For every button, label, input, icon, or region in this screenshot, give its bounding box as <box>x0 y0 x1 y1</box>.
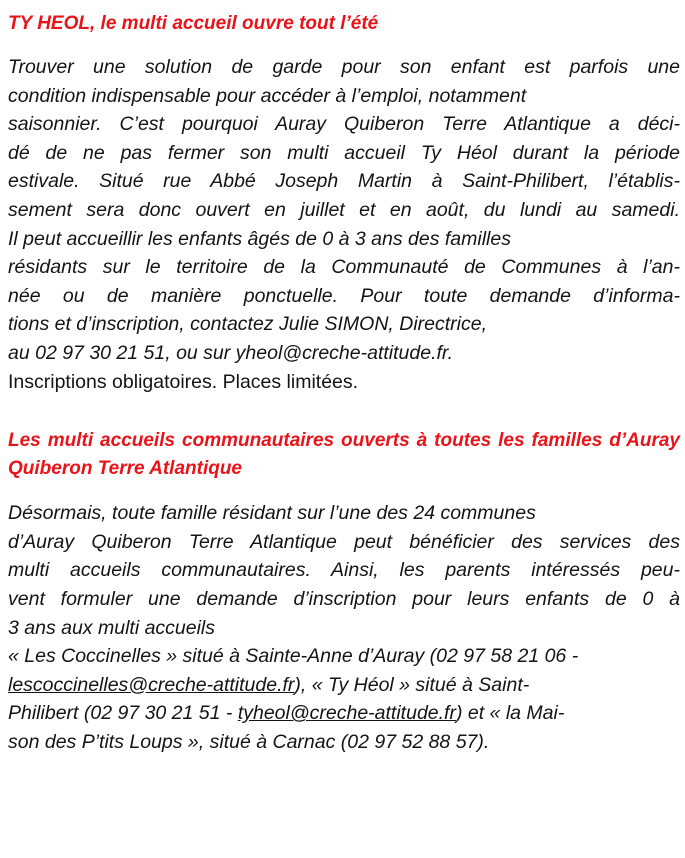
body-text: ), « Ty Héol » situé à Saint- <box>294 673 530 696</box>
body-line: dé de ne pas fermer son multi accueil Ty Héol durant la période <box>8 141 680 164</box>
body-line <box>8 671 680 700</box>
body-line-contact: au 02 97 30 21 51, ou sur yheol@creche-attitude.fr. <box>8 341 454 364</box>
email-link-coccinelles[interactable]: lescoccinelles@creche-attitude.fr <box>8 673 295 696</box>
body-line: résidants sur le territoire de la Communauté de Communes à l’an- <box>8 256 680 279</box>
body-text: Philibert (02 97 30 21 51 - <box>8 702 238 725</box>
body-line: multi accueils communautaires. Ainsi, les parents intéressés peu- <box>8 559 680 582</box>
body-text: ) et « la Mai- <box>455 702 565 725</box>
body-line-notice: Inscriptions obligatoires. Places limitées. <box>8 370 359 393</box>
body-line: tions et d’inscription, contactez Julie SIMON, Directrice, <box>8 313 488 336</box>
section-body-ty-heol <box>8 53 680 396</box>
body-line: son des P’tits Loups », situé à Carnac (02 97 52 88 57). <box>8 730 490 753</box>
body-line: saisonnier. C’est pourquoi Auray Quiberon Terre Atlantique a déci- <box>8 113 680 136</box>
body-line: 3 ans aux multi accueils <box>8 616 216 639</box>
body-line: estivale. Situé rue Abbé Joseph Martin à Saint-Philibert, l’établis- <box>8 170 680 193</box>
body-line: née ou de manière ponctuelle. Pour toute demande d’informa- <box>8 284 680 307</box>
body-line: condition indispensable pour accéder à l’emploi, notamment <box>8 84 527 107</box>
body-line: sement sera donc ouvert en juillet et en août, du lundi au samedi. <box>8 198 680 221</box>
body-line: Il peut accueillir les enfants âgés de 0 à 3 ans des familles <box>8 227 511 250</box>
article <box>8 8 680 756</box>
body-line-coccinelles: « Les Coccinelles » situé à Sainte-Anne d’Auray (02 97 58 21 06 - <box>8 645 579 668</box>
body-line: Désormais, toute famille résidant sur l’une des 24 communes <box>8 502 536 525</box>
section-body-multi-accueils <box>8 499 680 756</box>
email-link-tyheol[interactable]: tyheol@creche-attitude.fr <box>237 702 456 725</box>
body-line: Trouver une solution de garde pour son enfant est parfois une <box>8 56 680 78</box>
body-line: vent formuler une demande d’inscription pour leurs enfants de 0 à <box>8 587 680 610</box>
body-line <box>8 699 680 728</box>
body-line: d’Auray Quiberon Terre Atlantique peut bénéficier des services des <box>8 530 680 553</box>
section-title-multi-accueils: Les multi accueils communautaires ouverts à toutes les familles d’Auray Quiberon Terre Atlantique <box>8 430 680 480</box>
section-title-ty-heol: TY HEOL, le multi accueil ouvre tout l’été <box>8 13 379 34</box>
